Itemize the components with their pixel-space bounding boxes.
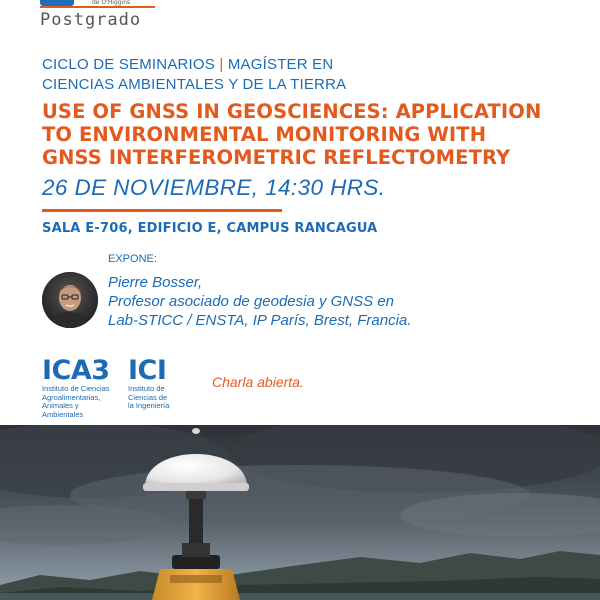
- event-venue: SALA E-706, EDIFICIO E, CAMPUS RANCAGUA: [42, 221, 378, 236]
- event-date: 26 DE NOVIEMBRE, 14:30 HRS.: [42, 175, 386, 200]
- series-program: CIENCIAS AMBIENTALES Y DE LA TIERRA: [42, 76, 347, 93]
- series-separator: |: [219, 56, 224, 73]
- series-prefix: CICLO DE SEMINARIOS: [42, 56, 215, 73]
- open-talk-note: Charla abierta.: [212, 374, 304, 390]
- series-suffix: MAGÍSTER EN: [227, 56, 334, 73]
- speaker-avatar: [42, 272, 98, 328]
- speaker-affiliation: Lab-STICC / ENSTA, IP París, Brest, Francia.: [108, 312, 412, 329]
- speaker-role: Profesor asociado de geodesia y GNSS en: [108, 293, 395, 310]
- ici-name-line: Instituto de: [128, 384, 165, 393]
- ica3-name-line: Animales y: [42, 401, 79, 410]
- ici-name-line: la Ingeniería: [128, 401, 170, 410]
- ica3-name: [42, 385, 127, 419]
- ici-name-line: Ciencias de: [128, 392, 168, 402]
- ici-logo: ICI: [128, 355, 167, 386]
- speaker-label: EXPONE:: [108, 253, 157, 265]
- ica3-name-line: Agroalimentarias,: [42, 392, 101, 402]
- title-line: TO ENVIRONMENTAL MONITORING WITH: [42, 123, 487, 146]
- seminar-title: [42, 100, 562, 169]
- title-line: USE OF GNSS IN GEOSCIENCES: APPLICATION: [42, 100, 542, 123]
- title-line: GNSS INTERFEROMETRIC REFLECTOMETRY: [42, 146, 511, 169]
- gnss-antenna-illustration: [0, 425, 600, 600]
- ica3-name-line: Ambientales: [42, 409, 84, 419]
- speaker-photo-icon: [42, 272, 98, 328]
- university-logo-text: de O'Higgins: [92, 0, 131, 6]
- ici-name: [128, 385, 188, 411]
- gnss-antenna-photo: [0, 425, 600, 600]
- logo-divider: [40, 6, 155, 8]
- seminar-series: [42, 55, 372, 95]
- program-label: Postgrado: [40, 10, 142, 30]
- date-divider: [42, 209, 282, 212]
- ica3-logo: ICA3: [42, 355, 110, 386]
- ica3-name-line: Instituto de Ciencias: [42, 384, 110, 393]
- speaker-info: [108, 273, 411, 330]
- speaker-name: Pierre Bosser,: [108, 274, 203, 291]
